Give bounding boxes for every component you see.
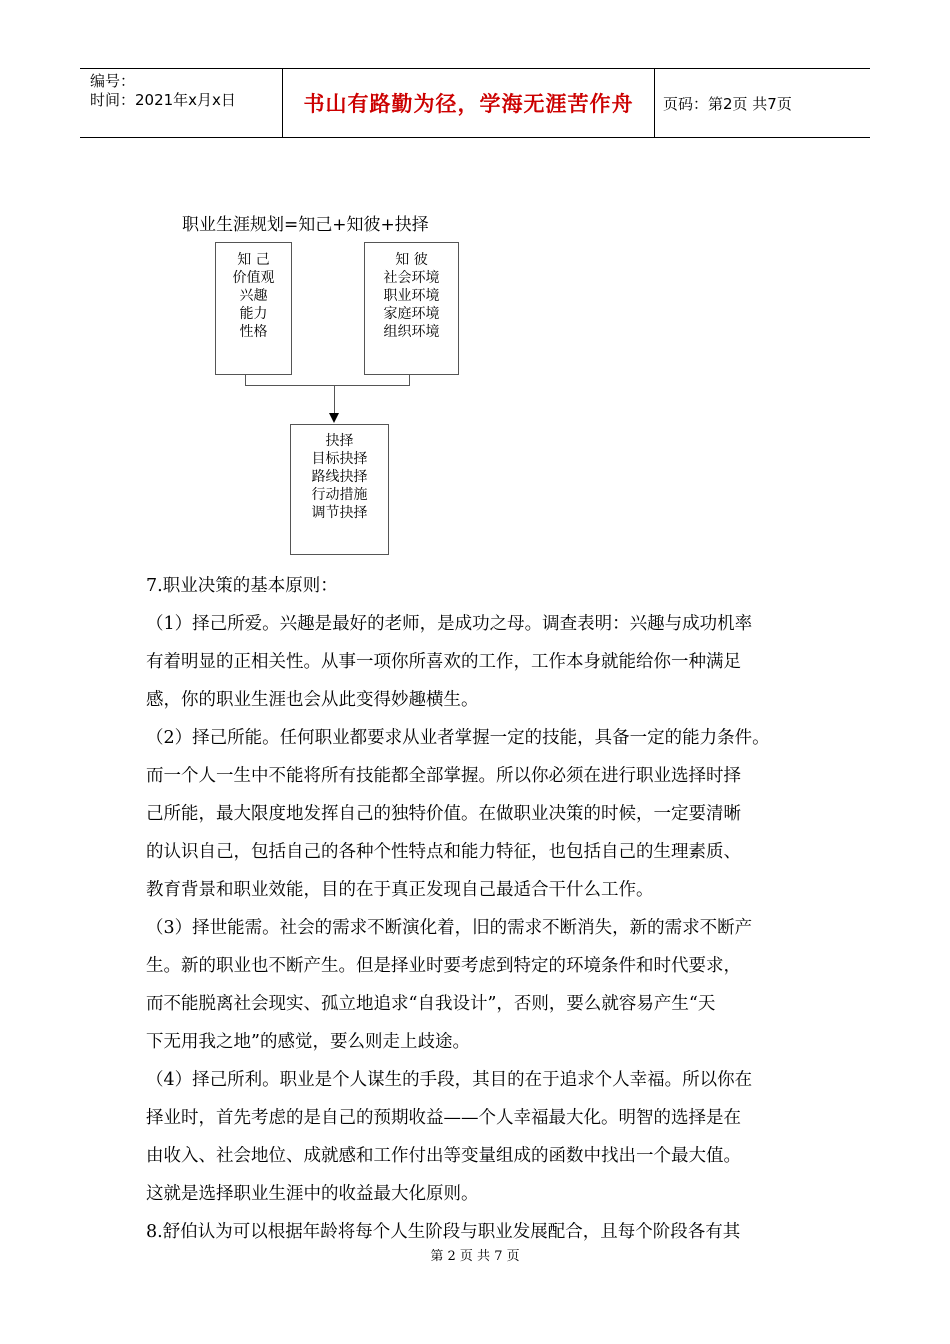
box-know-other-line: 组织环境 bbox=[383, 324, 440, 340]
box-choice-line: 抉择 bbox=[325, 433, 354, 449]
box-know-self-line: 能力 bbox=[239, 306, 268, 322]
text-line: 己所能，最大限度地发挥自己的独特价值。在做职业决策的时候，一定要清晰 bbox=[146, 804, 741, 824]
text-line: 7.职业决策的基本原则： bbox=[146, 576, 338, 596]
box-choice-line: 调节抉择 bbox=[311, 505, 368, 521]
page-header bbox=[80, 68, 870, 138]
box-know-self bbox=[215, 242, 292, 375]
text-line: 8.舒伯认为可以根据年龄将每个人生阶段与职业发展配合，且每个阶段各有其 bbox=[146, 1222, 741, 1242]
box-choice-line: 行动措施 bbox=[311, 487, 368, 503]
box-choice bbox=[290, 424, 389, 555]
text-line: 而一个人一生中不能将所有技能都全部掌握。所以你必须在进行职业选择时择 bbox=[146, 766, 741, 786]
body-text bbox=[146, 567, 826, 1251]
box-choice-line: 目标抉择 bbox=[311, 451, 368, 467]
text-line: 教育背景和职业效能，目的在于真正发现自己最适合干什么工作。 bbox=[146, 880, 654, 900]
text-line: （1）择己所爱。兴趣是最好的老师，是成功之母。调查表明：兴趣与成功机率 bbox=[146, 614, 753, 634]
box-know-self-line: 兴趣 bbox=[239, 288, 268, 304]
box-know-self-line: 知 己 bbox=[237, 252, 270, 268]
arrow-down-icon bbox=[329, 413, 339, 423]
text-line: 感，你的职业生涯也会从此变得妙趣横生。 bbox=[146, 690, 479, 710]
box-know-self-line: 价值观 bbox=[232, 270, 275, 286]
text-line: 由收入、社会地位、成就感和工作付出等变量组成的函数中找出一个最大值。 bbox=[146, 1146, 741, 1166]
header-meta bbox=[80, 69, 283, 137]
header-motto-cell bbox=[283, 69, 655, 137]
text-line: 这就是选择职业生涯中的收益最大化原则。 bbox=[146, 1184, 479, 1204]
page-footer: 第 2 页 共 7 页 bbox=[430, 1249, 520, 1264]
header-motto: 书山有路勤为径，学海无涯苦作舟 bbox=[303, 92, 634, 116]
text-line: 择业时，首先考虑的是自己的预期收益——个人幸福最大化。明智的选择是在 bbox=[146, 1108, 741, 1128]
header-page-number: 页码：第2页 共7页 bbox=[663, 94, 792, 113]
box-know-other-line: 家庭环境 bbox=[383, 306, 440, 322]
text-line: 生。新的职业也不断产生。但是择业时要考虑到特定的环境条件和时代要求， bbox=[146, 956, 741, 976]
header-page-cell bbox=[655, 69, 870, 137]
box-know-other-line: 社会环境 bbox=[383, 270, 440, 286]
text-line: 下无用我之地”的感觉，要么则走上歧途。 bbox=[146, 1032, 470, 1052]
document-time-label: 时间：2021年x月x日 bbox=[90, 91, 236, 109]
connector-left bbox=[245, 375, 246, 385]
box-choice-line: 路线抉择 bbox=[311, 469, 368, 485]
text-line: （3）择世能需。社会的需求不断演化着，旧的需求不断消失，新的需求不断产 bbox=[146, 918, 753, 938]
text-line: （2）择己所能。任何职业都要求从业者掌握一定的技能，具备一定的能力条件。 bbox=[146, 728, 770, 748]
document-number-label: 编号： bbox=[90, 72, 136, 90]
text-line: 有着明显的正相关性。从事一项你所喜欢的工作，工作本身就能给你一种满足 bbox=[146, 652, 741, 672]
box-know-other bbox=[364, 242, 459, 375]
connector-right bbox=[409, 375, 410, 385]
diagram-title: 职业生涯规划=知己+知彼+抉择 bbox=[182, 215, 429, 235]
box-know-other-line: 职业环境 bbox=[383, 288, 440, 304]
connector-down bbox=[334, 385, 335, 414]
text-line: （4）择己所利。职业是个人谋生的手段，其目的在于追求个人幸福。所以你在 bbox=[146, 1070, 753, 1090]
box-know-other-line: 知 彼 bbox=[395, 252, 428, 268]
connector-horizontal bbox=[245, 385, 410, 386]
box-know-self-line: 性格 bbox=[239, 324, 268, 340]
text-line: 的认识自己，包括自己的各种个性特点和能力特征，也包括自己的生理素质、 bbox=[146, 842, 741, 862]
text-line: 而不能脱离社会现实、孤立地追求“自我设计”，否则，要么就容易产生“天 bbox=[146, 994, 716, 1014]
